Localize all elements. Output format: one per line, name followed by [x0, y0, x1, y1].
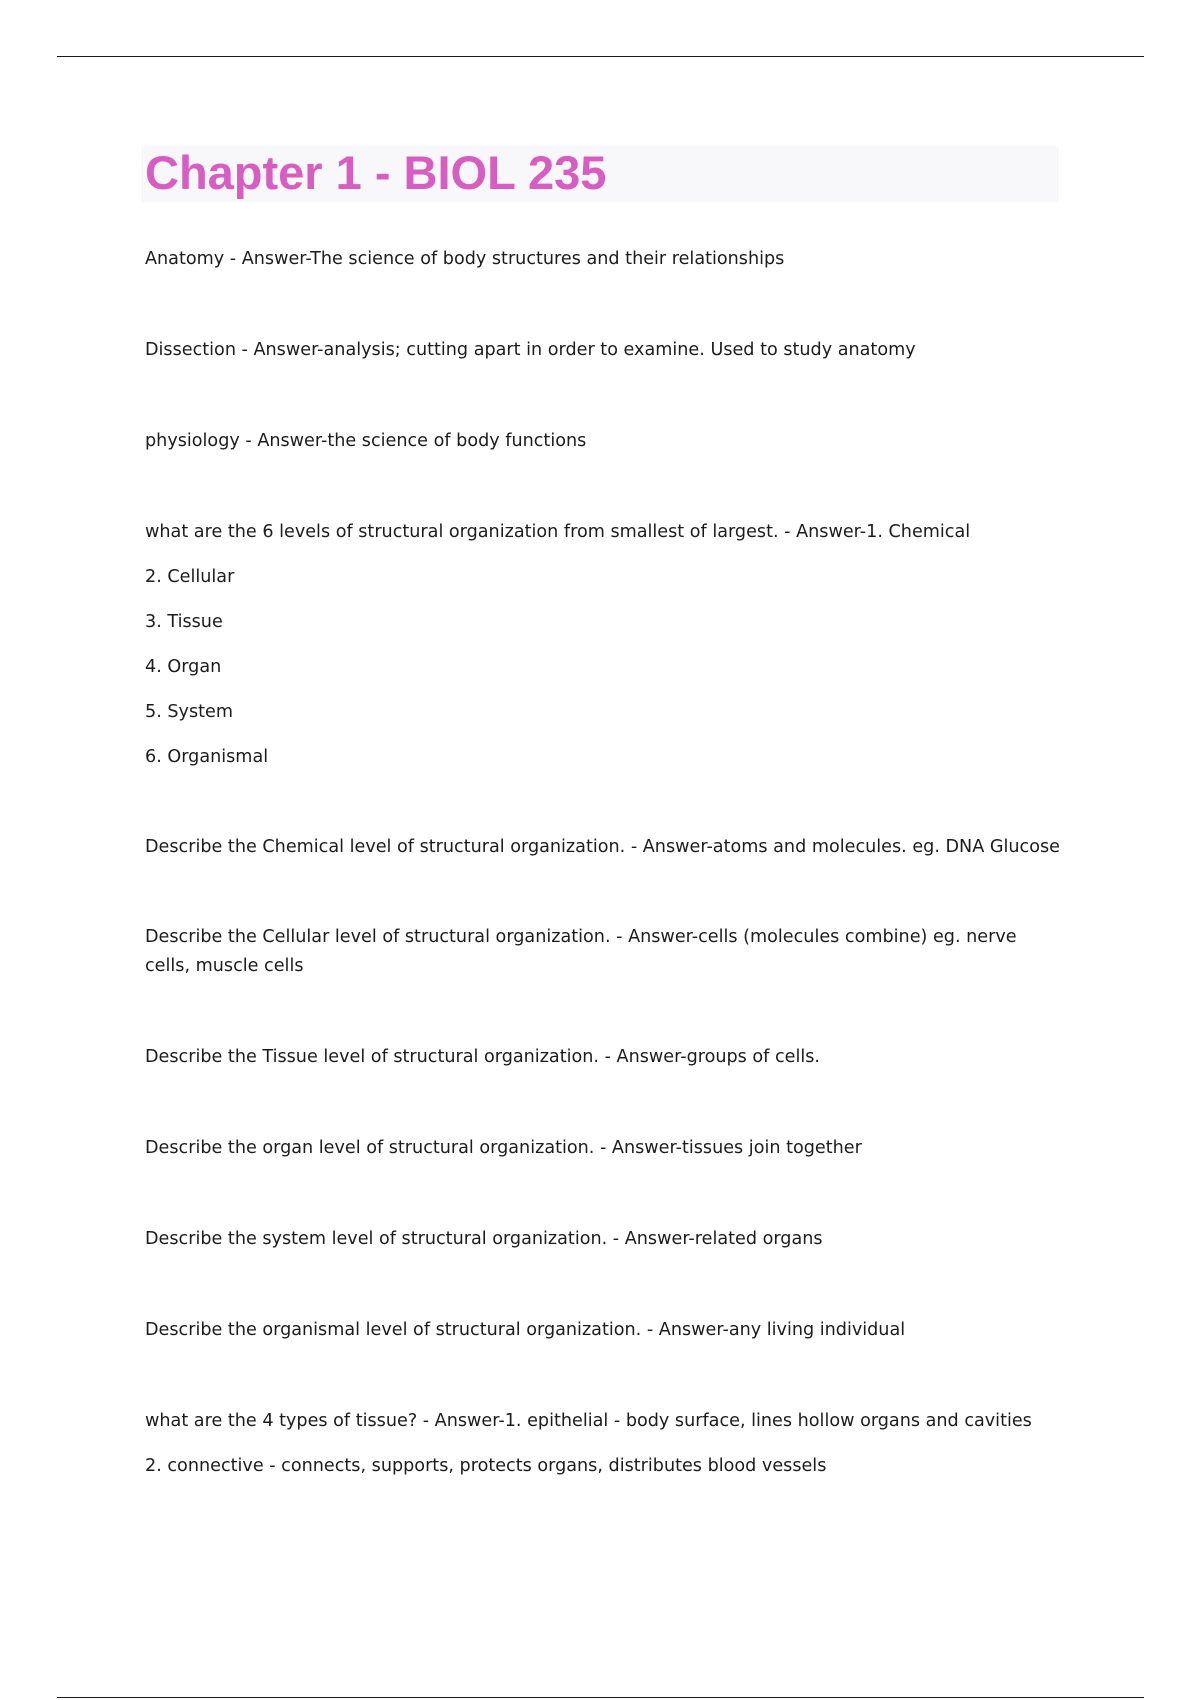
qa-entry-tissue — [145, 1042, 1065, 1072]
qa-line: Describe the Cellular level of structural organization. - Answer-cells (molecules combine) eg. nerve cells, muscle cells — [145, 927, 1017, 976]
qa-entry-anatomy — [145, 244, 1065, 274]
qa-line: Describe the system level of structural organization. - Answer-related organs — [145, 1229, 823, 1249]
list-item: 4. Organ — [145, 657, 222, 677]
qa-line: Anatomy - Answer-The science of body structures and their relationships — [145, 249, 785, 269]
bottom-rule — [57, 1697, 1144, 1698]
list-item: 3. Tissue — [145, 612, 223, 632]
qa-entry-levels — [145, 517, 1065, 772]
qa-line: Describe the Chemical level of structural organization. - Answer-atoms and molecules. eg. DNA Glucose — [145, 837, 1060, 857]
qa-line: physiology - Answer-the science of body functions — [145, 431, 587, 451]
qa-entry-physiology — [145, 426, 1065, 456]
qa-line: Describe the Tissue level of structural organization. - Answer-groups of cells. — [145, 1047, 821, 1067]
qa-entry-tissue-types — [145, 1406, 1065, 1481]
qa-line: Describe the organ level of structural organization. - Answer-tissues join together — [145, 1138, 862, 1158]
list-item: 2. connective - connects, supports, protects organs, distributes blood vessels — [145, 1456, 827, 1476]
qa-entry-chemical — [145, 833, 1065, 862]
qa-entry-organ — [145, 1133, 1065, 1163]
qa-entry-organismal — [145, 1315, 1065, 1345]
qa-line: what are the 6 levels of structural organization from smallest of largest. - Answer-1. Chemical — [145, 522, 971, 542]
list-item: 2. Cellular — [145, 567, 235, 587]
qa-entry-system — [145, 1224, 1065, 1254]
top-rule — [57, 56, 1144, 57]
list-item: 5. System — [145, 702, 233, 722]
qa-line: Dissection - Answer-analysis; cutting apart in order to examine. Used to study anatomy — [145, 340, 916, 360]
qa-list — [145, 244, 1065, 1542]
qa-line: what are the 4 types of tissue? - Answer-1. epithelial - body surface, lines hollow organs and cavities — [145, 1411, 1032, 1431]
qa-line: Describe the organismal level of structural organization. - Answer-any living individual — [145, 1320, 906, 1340]
page-title: Chapter 1 - BIOL 235 — [145, 146, 607, 199]
qa-entry-dissection — [145, 335, 1065, 365]
list-item: 6. Organismal — [145, 747, 269, 767]
qa-entry-cellular — [145, 923, 1065, 981]
